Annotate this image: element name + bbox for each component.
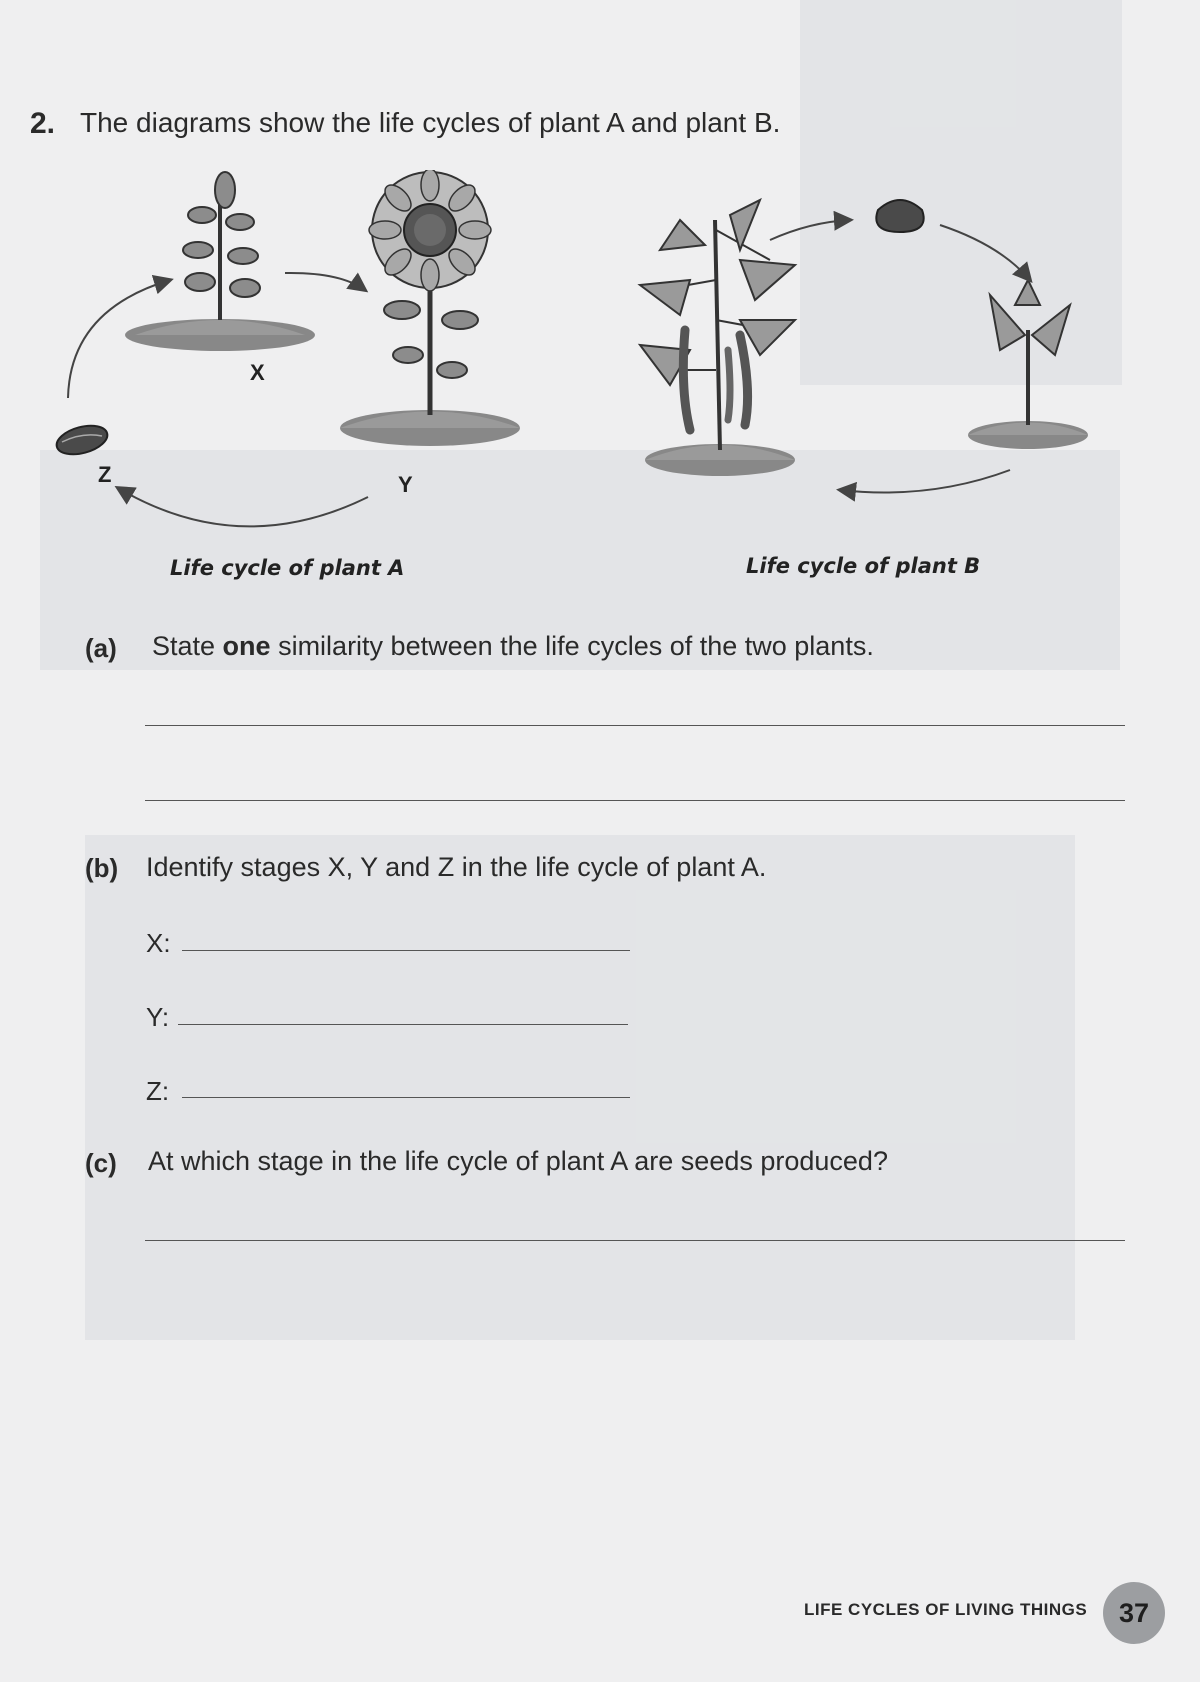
arrow-seed-to-seedling — [940, 225, 1030, 280]
part-a-text-after: similarity between the life cycles of the two plants. — [270, 631, 874, 661]
part-a-answer-line-2[interactable] — [145, 800, 1125, 801]
bean-seed-icon — [876, 200, 923, 232]
part-a-text-before: State — [152, 631, 223, 661]
field-x-answer-line[interactable] — [182, 950, 630, 951]
arrow-plant-to-seed — [770, 220, 850, 240]
field-y-answer-line[interactable] — [178, 1024, 628, 1025]
caption-plant-a: Life cycle of plant A — [170, 556, 405, 580]
part-a-answer-line-1[interactable] — [145, 725, 1125, 726]
sunflower-y-icon — [340, 170, 520, 446]
page-number-badge: 37 — [1103, 1582, 1165, 1644]
stage-x-label: X — [250, 360, 265, 385]
arrow-x-to-y — [285, 273, 365, 290]
stage-z-label: Z — [98, 462, 112, 487]
part-c-label: (c) — [85, 1148, 117, 1178]
part-c-question: At which stage in the life cycle of plant A are seeds produced? — [148, 1146, 888, 1176]
part-b-question: Identify stages X, Y and Z in the life cycle of plant A. — [146, 852, 767, 882]
field-x-label: X: — [146, 928, 171, 958]
caption-plant-b: Life cycle of plant B — [746, 554, 981, 578]
arrow-y-to-z — [118, 488, 368, 526]
part-c-answer-line[interactable] — [145, 1240, 1125, 1241]
life-cycle-diagram — [40, 170, 1100, 590]
part-a-question — [152, 631, 874, 662]
bean-seedling-icon — [968, 280, 1088, 449]
field-z-label: Z: — [146, 1076, 170, 1106]
stage-y-label: Y — [398, 472, 413, 497]
field-z-answer-line[interactable] — [182, 1097, 630, 1098]
part-a-text-bold: one — [222, 631, 271, 661]
part-b-label: (b) — [85, 853, 119, 883]
arrow-seedling-to-plant — [840, 470, 1010, 493]
question-intro: The diagrams show the life cycles of plant A and plant B. — [80, 107, 781, 138]
field-y-label: Y: — [146, 1002, 170, 1032]
bean-plant-icon — [640, 200, 795, 476]
seed-z-icon — [54, 421, 111, 460]
question-number: 2. — [30, 107, 56, 140]
seedling-x-icon — [125, 172, 315, 351]
footer-chapter-title: LIFE CYCLES OF LIVING THINGS — [804, 1600, 1088, 1619]
show-through-photo — [85, 835, 1075, 1340]
part-a-label: (a) — [85, 633, 117, 663]
